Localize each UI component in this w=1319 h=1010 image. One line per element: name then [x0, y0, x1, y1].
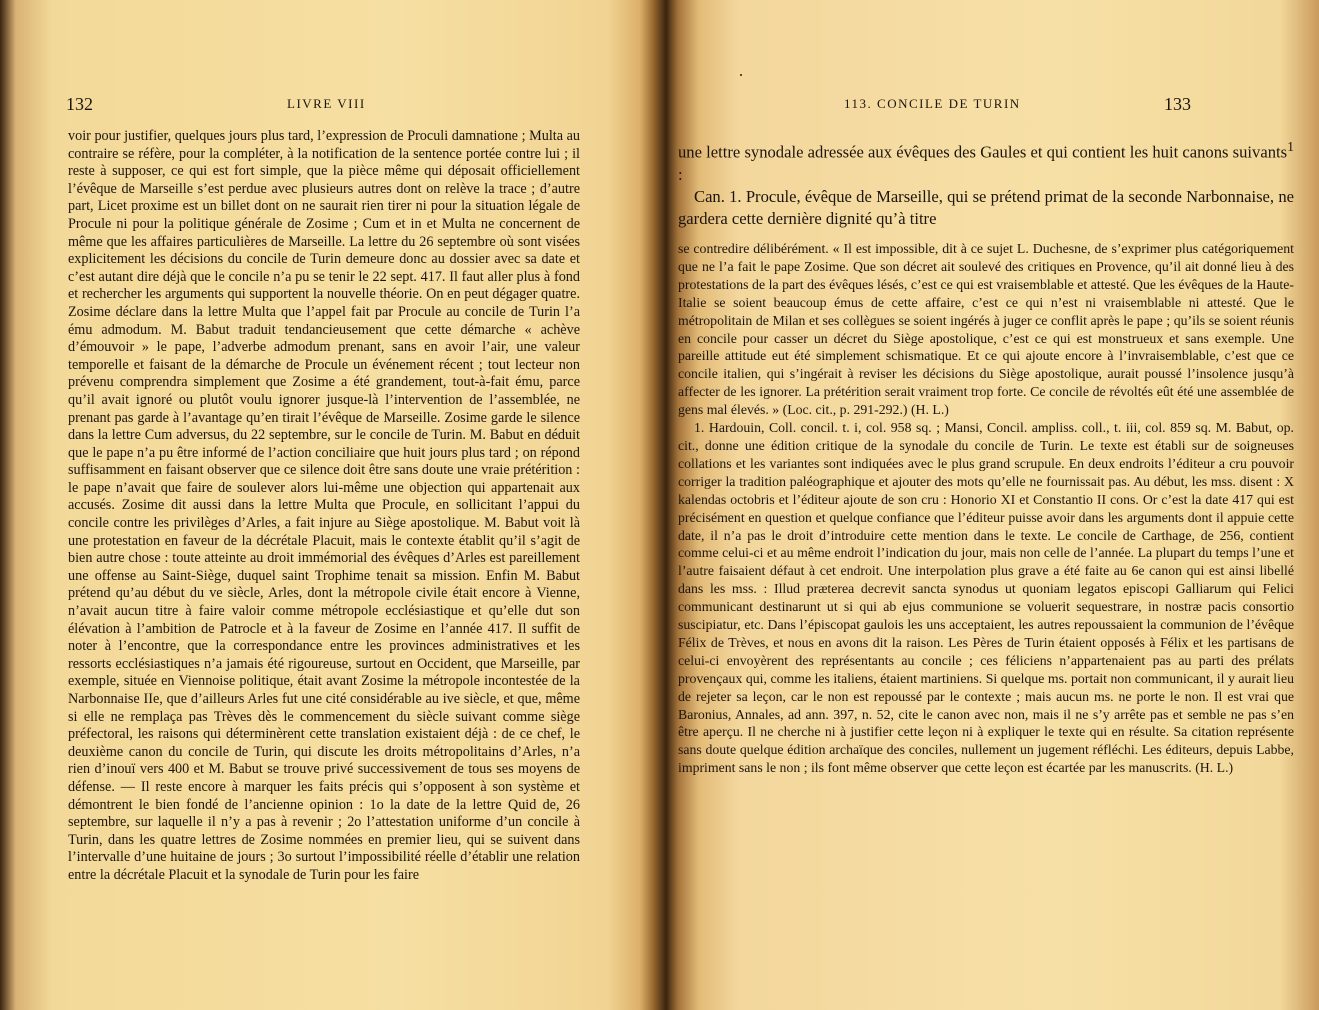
synodal-intro: une lettre synodale adressée aux évêques des Gaules et qui contient les huit canons suivants$^1$ :	[678, 139, 1294, 184]
running-head-right: 113. CONCILE DE TURIN	[844, 96, 1021, 111]
page-number-left: 132	[66, 94, 93, 114]
left-page-text: voir pour justifier, quelques jours plus tard, l’expression de Proculi damnatione ; Multa au contraire se réfère, pour la compléter, à la notification de la sentence portée contre lui ; il reste à supposer, ce qui est fort simple, que la pièce même qui déposait officiellement l’évêque de Marseille s’est perdue avec plusieurs autres dont on relève la trace ; d’autre part, Licet proxime est un billet dont on ne saurait rien tirer ni pour la situation légale de Procule ni pour la politique générale de Zosime ; Cum et in et Multa ne concernent de même que les affaires particulières de Marseille. La lettre du 26 septembre où sont visées explicitement les décisions du concile de Turin demeure donc au dossier avec sa date et c’est autant dire déjà que le concile n’a pu se tenir le 22 sept. 417. Il faut aller plus à fond et rechercher les arguments qui supportent la nouvelle théorie. On en peut dégager quatre. Zosime déclare dans la lettre Multa que l’appel fait par Procule au concile de Turin l’a ému admodum. M. Babut traduit tendancieusement que cette démarche « achève d’émouvoir » le pape, l’adverbe admodum prenant, sans en avoir l’air, une valeur temporelle et faisant de la démarche de Procule un événement récent ; tout lecteur non prévenu comprendra simplement que Zosime a été grandement, tout-à-fait ému, parce qu’il avait ignoré ou plutôt voulu ignorer jusque-là l’intervention de l’assemblée, ne prenant pas garde à l’avantage qu’en tirait l’évêque de Marseille. Zosime garde le silence dans la lettre Cum adversus, du 22 septembre, sur le concile de Turin. M. Babut en déduit que le pape n’a pu être informé de l’action conciliaire que huit jours plus tard ; on répond suffisamment en faisant observer que ce silence doit être sans doute une vraie prétérition : le pape n’avait que faire de soulever alors lui-même une objection qui appartenait aux accusés. Zosime dit aussi dans la lettre Multa que Procule, en sollicitant l’appui du concile contre les privilèges d’Arles, a fait injure au Siège apostolique. M. Babut voit là une protestation en faveur de la décrétale Placuit, mais le contexte établit qu’il s’agit de bien autre chose : toute atteinte au droit immémorial des évêques d’Arles est pareillement une offense au Saint-Siège, duquel saint Trophime tenait sa mission. Enfin M. Babut prétend qu’au début du ve siècle, Arles, dont la métropole civile était encore à Vienne, n’avait aucun titre à faire valoir comme métropole ecclésiastique et qu’elle dut son élévation à l’ambition de Patrocle et à la faveur de Zosime en l’année 417. Il suffit de noter à l’encontre, que la correspondance entre les provinces administratives et les ressorts ecclésiastiques n’a jamais été rigoureuse, surtout en Occident, que Marseille, par exemple, située en Viennoise politique, était avant Zosime la métropole incontestée de la Narbonnaise IIe, que d’ailleurs Arles fut une cité considérable au ive siècle, et que, même si elle ne remplaça pas Trèves dès le commencement du siècle suivant comme siège préfectoral, les raisons qui déterminèrent cette translation existaient déjà : de ce chef, le deuxième canon du concile de Turin, qui discute les droits métropolitains d’Arles, n’a rien d’inouï vers 400 et M. Babut se trouve privé successivement de tous ses moyens de défense. — Il reste encore à marquer les faits précis qui s’opposent à son système et démontrent le bien fondé de l’ancienne opinion : 1o la date de la lettre Quid de, 26 septembre, sur laquelle il n’y a pas à revenir ; 2o l’attestation uniforme d’un concile à Turin, dans les quatre lettres de Zosime nommées en premier lieu, qui se suivent dans l’intervalle d’une huitaine de jours ; 3o surtout l’impossibilité réelle d’établir une relation entre la décrétale Placuit et la synodale de Turin pour les faire	[68, 128, 580, 883]
page-number-right: 133	[1164, 94, 1191, 114]
footnote-ref: 1	[1287, 139, 1294, 154]
right-page	[662, 0, 1319, 1010]
note-continued: se contredire délibérément. « Il est impossible, dit à ce sujet L. Duchesne, de s’exprimer plus catégoriquement que ne l’a fait le pape Zosime. Que son décret ait soulevé des critiques en Provence, qu’il ait donné lieu à des protestations de la part des évêques lésés, c’est ce qui est vraisemblable et attesté. Que les évêques de la Haute-Italie se soient beaucoup émus de cette affaire, c’est ce qui n’est ni vraisemblable ni attesté. Que le métropolitain de Milan et ses collègues se soient ingérés à juger ce conflit après le pape ; qu’ils se soient réunis en concile pour casser un décret du Siège apostolique, c’est ce qui est monstrueux et sans exemple. Une pareille attitude eut été simplement schismatique. Et ce qui ajoute encore à l’invraisemblable, c’est que ce concile italien, qui s’ingérait à reviser les décisions du Siège apostolique, aurait poussé l’insolence jusqu’à affecter de les ignorer. La prétérition serait vraiment trop forte. Ce concile de révoltés eût été une assemblée de gens mal élevés. » (Loc. cit., p. 291-292.) (H. L.)	[678, 241, 1294, 418]
left-page	[0, 0, 648, 1010]
canon-1: Can. 1. Procule, évêque de Marseille, qui se prétend primat de la seconde Narbonnaise, ne gardera cette dernière dignité qu’à titre	[678, 186, 1294, 228]
main-text-right	[678, 136, 1294, 230]
footnotes	[678, 240, 1294, 777]
footnote-1: 1. Hardouin, Coll. concil. t. i, col. 958 sq. ; Mansi, Concil. ampliss. coll., t. iii, col. 859 sq. M. Babut, op. cit., donne une édition critique de la synodale du concile de Turin. Le texte est établi sur de soigneuses collations et les variantes sont indiquées avec le plus grand scrupule. En deux endroits l’éditeur a cru pouvoir corriger la tradition paléographique et ajouter des mots qu’elle ne fournissait pas. Au début, les mss. disent : X kalendas octobris et l’éditeur ajoute de son cru : Honorio XI et Constantio II cons. Or c’est la date 417 qui est précisément en question et quelque confiance que l’éditeur puisse avoir dans les arguments dont il appuie cette date, il n’a pas le droit d’introduire cette mention dans le texte. Le concile de Carthage, de 256, contient comme celui-ci et au même endroit l’indication du jour, mais non celle de l’année. La plupart du temps l’une et l’autre faisaient défaut à cet endroit. Une interpolation plus grave a été faite au 6e canon qui est ainsi libellé dans les mss. : Illud præterea decrevit sancta synodus ut quoniam legatos episcopi Galliarum qui Felici communicant destinarunt ut si qui ab ejus communione se voluerit sequestrare, in nostræ pacis consortio suscipiatur, etc. Dans l’épiscopat gaulois les uns acceptaient, les autres repoussaient la communion de l’évêque Félix de Trèves, et nous en avons dit la raison. Les Pères de Turin étaient opposés à Félix et les partisans de celui-ci envoyèrent des représentants au concile ; ces féliciens n’appartenaient pas au parti des prélats provençaux qui, comme les italiens, étaient martiniens. Si quelque ms. portait non communicant, il y aurait lieu de rejeter sa leçon, car le non est repoussé par le contexte ; mais aucun ms. ne porte le non. Il est vrai que Baronius, Annales, ad ann. 397, n. 52, cite le canon avec non, mais il ne s’y arrête pas et semble ne pas s’en être aperçu. Il ne cherche ni à justifier cette leçon ni à expliquer le texte qui en résulte. Sa citation représente sans doute quelque édition archaïque des conciles, nullement un jugement réfléchi. Les éditeurs, depuis Labbe, impriment sans le non ; ils font même observer que cette leçon est écartée par les manuscrits. (H. L.)	[678, 420, 1294, 776]
running-head-left: LIVRE VIII	[287, 96, 366, 111]
